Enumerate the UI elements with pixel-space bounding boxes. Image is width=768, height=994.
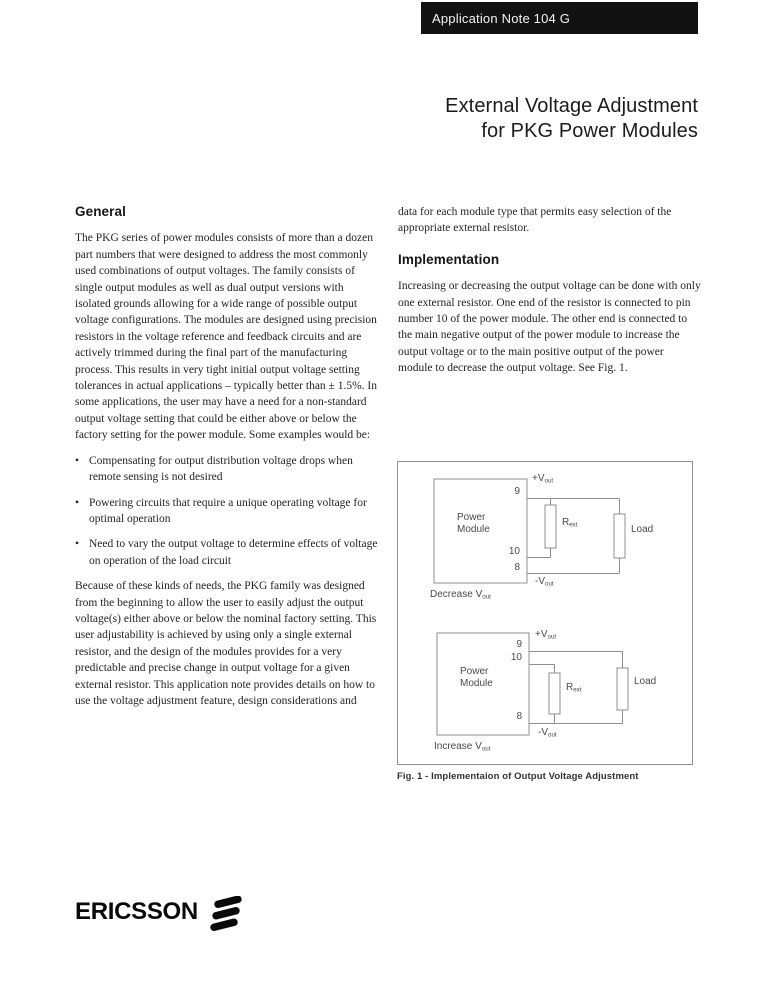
list-item	[75, 495, 378, 528]
right-paragraph-1: data for each module type that permits easy selection of the appropriate external resistor.	[398, 206, 672, 235]
list-item	[75, 536, 378, 569]
bullet-text: Powering circuits that require a unique operating voltage for optimal operation	[89, 496, 367, 525]
page-title	[445, 94, 698, 144]
brand-logo	[75, 897, 244, 936]
minus-vout-label: $-V_{out}$	[538, 727, 557, 739]
bullet-icon: •	[75, 538, 80, 551]
bullet-text: Compensating for output distribution voltage drops when remote sensing is not desired	[89, 454, 353, 484]
bullet-text: Need to vary the output voltage to determine effects of voltage on operation of the load circuit	[89, 538, 378, 567]
pin-9-label: 9	[516, 639, 522, 650]
load-label: Load	[634, 676, 657, 687]
increase-vout-label: Increase $V_{out}$	[434, 741, 491, 753]
minus-vout-label: $-V_{out}$	[535, 576, 554, 588]
ericsson-wordmark: ERICSSON	[75, 898, 198, 925]
pin-8-label: 8	[516, 711, 522, 722]
figure-1-caption: Fig. 1 - Implementaion of Output Voltage Adjustment	[397, 771, 639, 782]
load-label: Load	[631, 524, 654, 535]
bullet-icon: •	[75, 454, 80, 467]
circuit-diagram-lines	[398, 462, 692, 764]
module-label: Power Module	[460, 666, 493, 689]
pin-10-label: 10	[508, 546, 520, 557]
implementation-paragraph: Increasing or decreasing the output voltage can be done with only one external resistor. One end of the resistor is connected to pin number 10 of the power module. The other end is connected to the main negative output of the power module to increase the output voltage or to the main positive output of the power module to decrease the output voltage. See Fig. 1.	[398, 280, 701, 375]
left-column	[75, 204, 378, 718]
rext-label: $R_{ext}$	[566, 682, 582, 694]
plus-vout-label: $+V_{out}$	[535, 629, 557, 641]
general-bullet-list	[75, 453, 378, 569]
bullet-icon: •	[75, 496, 80, 509]
pin-9-label: 9	[514, 486, 520, 497]
pin-8-label: 8	[514, 562, 520, 573]
list-item	[75, 453, 378, 486]
page-title-line2: for PKG Power Modules	[481, 120, 698, 142]
figure-1-box	[397, 461, 693, 765]
page-title-line1: External Voltage Adjustment	[445, 95, 698, 117]
decrease-vout-label: Decrease $V_{out}$	[430, 589, 491, 601]
application-note-label: Application Note 104 G	[432, 10, 571, 26]
rext-label: $R_{ext}$	[562, 517, 578, 529]
general-paragraph-2: Because of these kinds of needs, the PKG family was designed from the beginning to allow the user to easily adjust the output voltage(s) either above or below the nominal factory setting. This user adjustability is achieved by using only a single external resistor, and the design of the modules provides for a very predictable and precise change in output voltage for a given external resistor. This application note provides details on how to use the voltage adjustment feature, design considerations and	[75, 580, 377, 707]
plus-vout-label: $+V_{out}$	[532, 473, 554, 485]
pin-10-label: 10	[510, 652, 522, 663]
ericsson-three-bars-icon	[210, 896, 244, 936]
general-paragraph-1: The PKG series of power modules consists of more than a dozen part numbers that were designed to address the most commonly used combinations of output voltages. The family consists of single output modules as well as dual output versions with isolated grounds allowing for a wide range of possible output voltage configurations. The modules are designed using precision resistors in the voltage reference and feedback circuits and are actively trimmed during the final part of the manufacturing process. This results in very tight initial output voltage setting tolerances in actual applications – typically better than ± 1.5%. In some applications, the user may have a need for a non-standard output voltage setting that could be either above or below the factory setting for the power module. Some examples would be:	[75, 232, 378, 442]
right-column	[398, 204, 701, 386]
application-note-banner	[421, 2, 698, 34]
section-heading-general: General	[75, 204, 126, 219]
section-heading-implementation: Implementation	[398, 251, 500, 267]
module-label: Power Module	[457, 512, 490, 535]
